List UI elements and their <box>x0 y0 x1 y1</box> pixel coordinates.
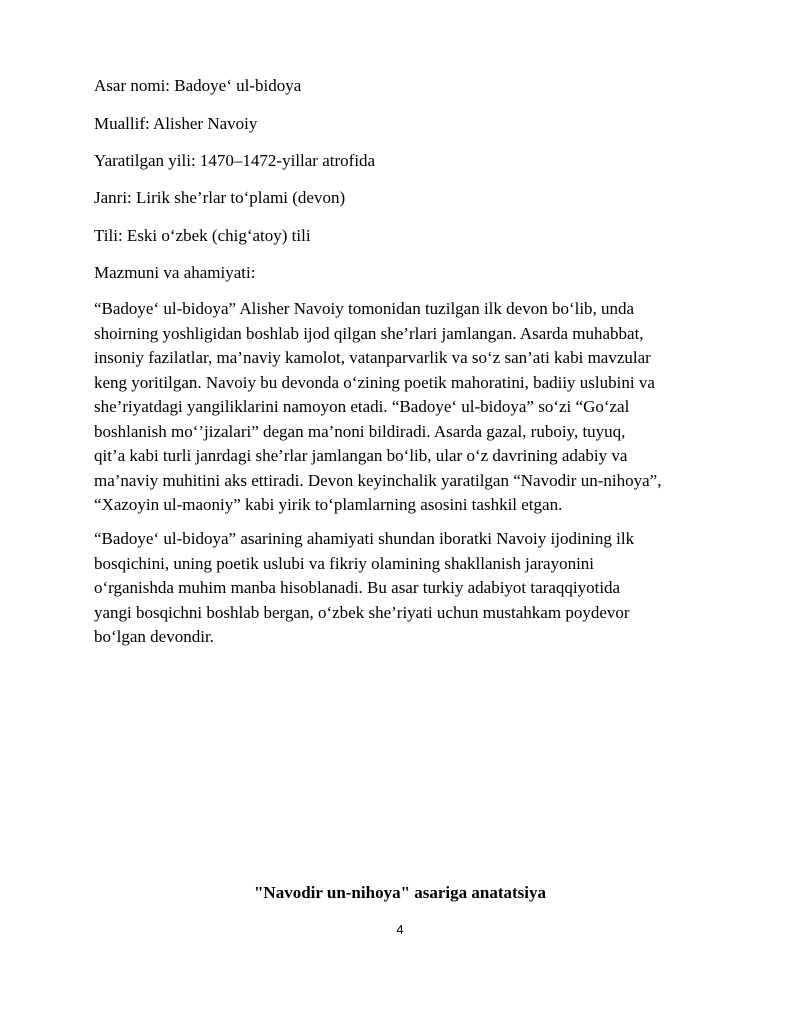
paragraph-line: ma’naviy muhitini aks ettiradi. Devon keyinchalik yaratilgan “Navodir un-nihoya”, <box>94 470 662 490</box>
paragraph-line: qit’a kabi turli janrdagi she’rlar jamlangan bo‘lib, ular o‘z davrining adabiy va <box>94 446 628 465</box>
paragraph-line: bo‘lgan devondir. <box>94 627 214 646</box>
page-number: 4 <box>396 922 404 937</box>
author-line: Muallif: Alisher Navoiy <box>94 114 258 133</box>
paragraph-line: “Xazoyin ul-maoniy” kabi yirik to‘plamlarning asosini tashkil etgan. <box>94 495 563 514</box>
next-section-heading: "Navodir un-nihoya" asariga anatatsiya <box>253 883 547 902</box>
language-line: Tili: Eski o‘zbek (chig‘atoy) tili <box>94 226 311 245</box>
paragraph-line: shoirning yoshligidan boshlab ijod qilgan she’rlari jamlangan. Asarda muhabbat, <box>94 323 644 343</box>
paragraph-line: she’riyatdagi yangiliklarini namoyon etadi. “Badoye‘ ul-bidoya” so‘zi “Go‘zal <box>94 397 630 416</box>
paragraph-line: yangi bosqichni boshlab bergan, o‘zbek she’riyati uchun mustahkam poydevor <box>94 602 630 622</box>
content-heading: Mazmuni va ahamiyati: <box>94 263 256 282</box>
paragraph-line: “Badoye‘ ul-bidoya” asarining ahamiyati shundan iboratki Navoiy ijodining ilk <box>94 529 635 548</box>
paragraph-line: boshlanish mo‘’jizalari” degan ma’noni bildiradi. Asarda gazal, ruboiy, tuyuq, <box>94 421 626 441</box>
genre-line: Janri: Lirik she’rlar to‘plami (devon) <box>94 188 346 207</box>
paragraph-line: “Badoye‘ ul-bidoya” Alisher Navoiy tomonidan tuzilgan ilk devon bo‘lib, unda <box>94 299 635 318</box>
paragraph-line: bosqichini, uning poetik uslubi va fikriy olamining shakllanish jarayonini <box>94 553 595 573</box>
year-line: Yaratilgan yili: 1470–1472-yillar atrofida <box>94 151 376 170</box>
work-title-line: Asar nomi: Badoye‘ ul-bidoya <box>94 76 302 95</box>
paragraph-line: o‘rganishda muhim manba hisoblanadi. Bu asar turkiy adabiyot taraqqiyotida <box>94 578 621 597</box>
paragraph-significance <box>94 527 714 650</box>
paragraph-line: keng yoritilgan. Navoiy bu devonda o‘zining poetik mahoratini, badiiy uslubini va <box>94 372 655 392</box>
paragraph-content <box>94 297 714 518</box>
paragraph-line: insoniy fazilatlar, ma’naviy kamolot, vatanparvarlik va so‘z san’ati kabi mavzular <box>94 348 651 367</box>
